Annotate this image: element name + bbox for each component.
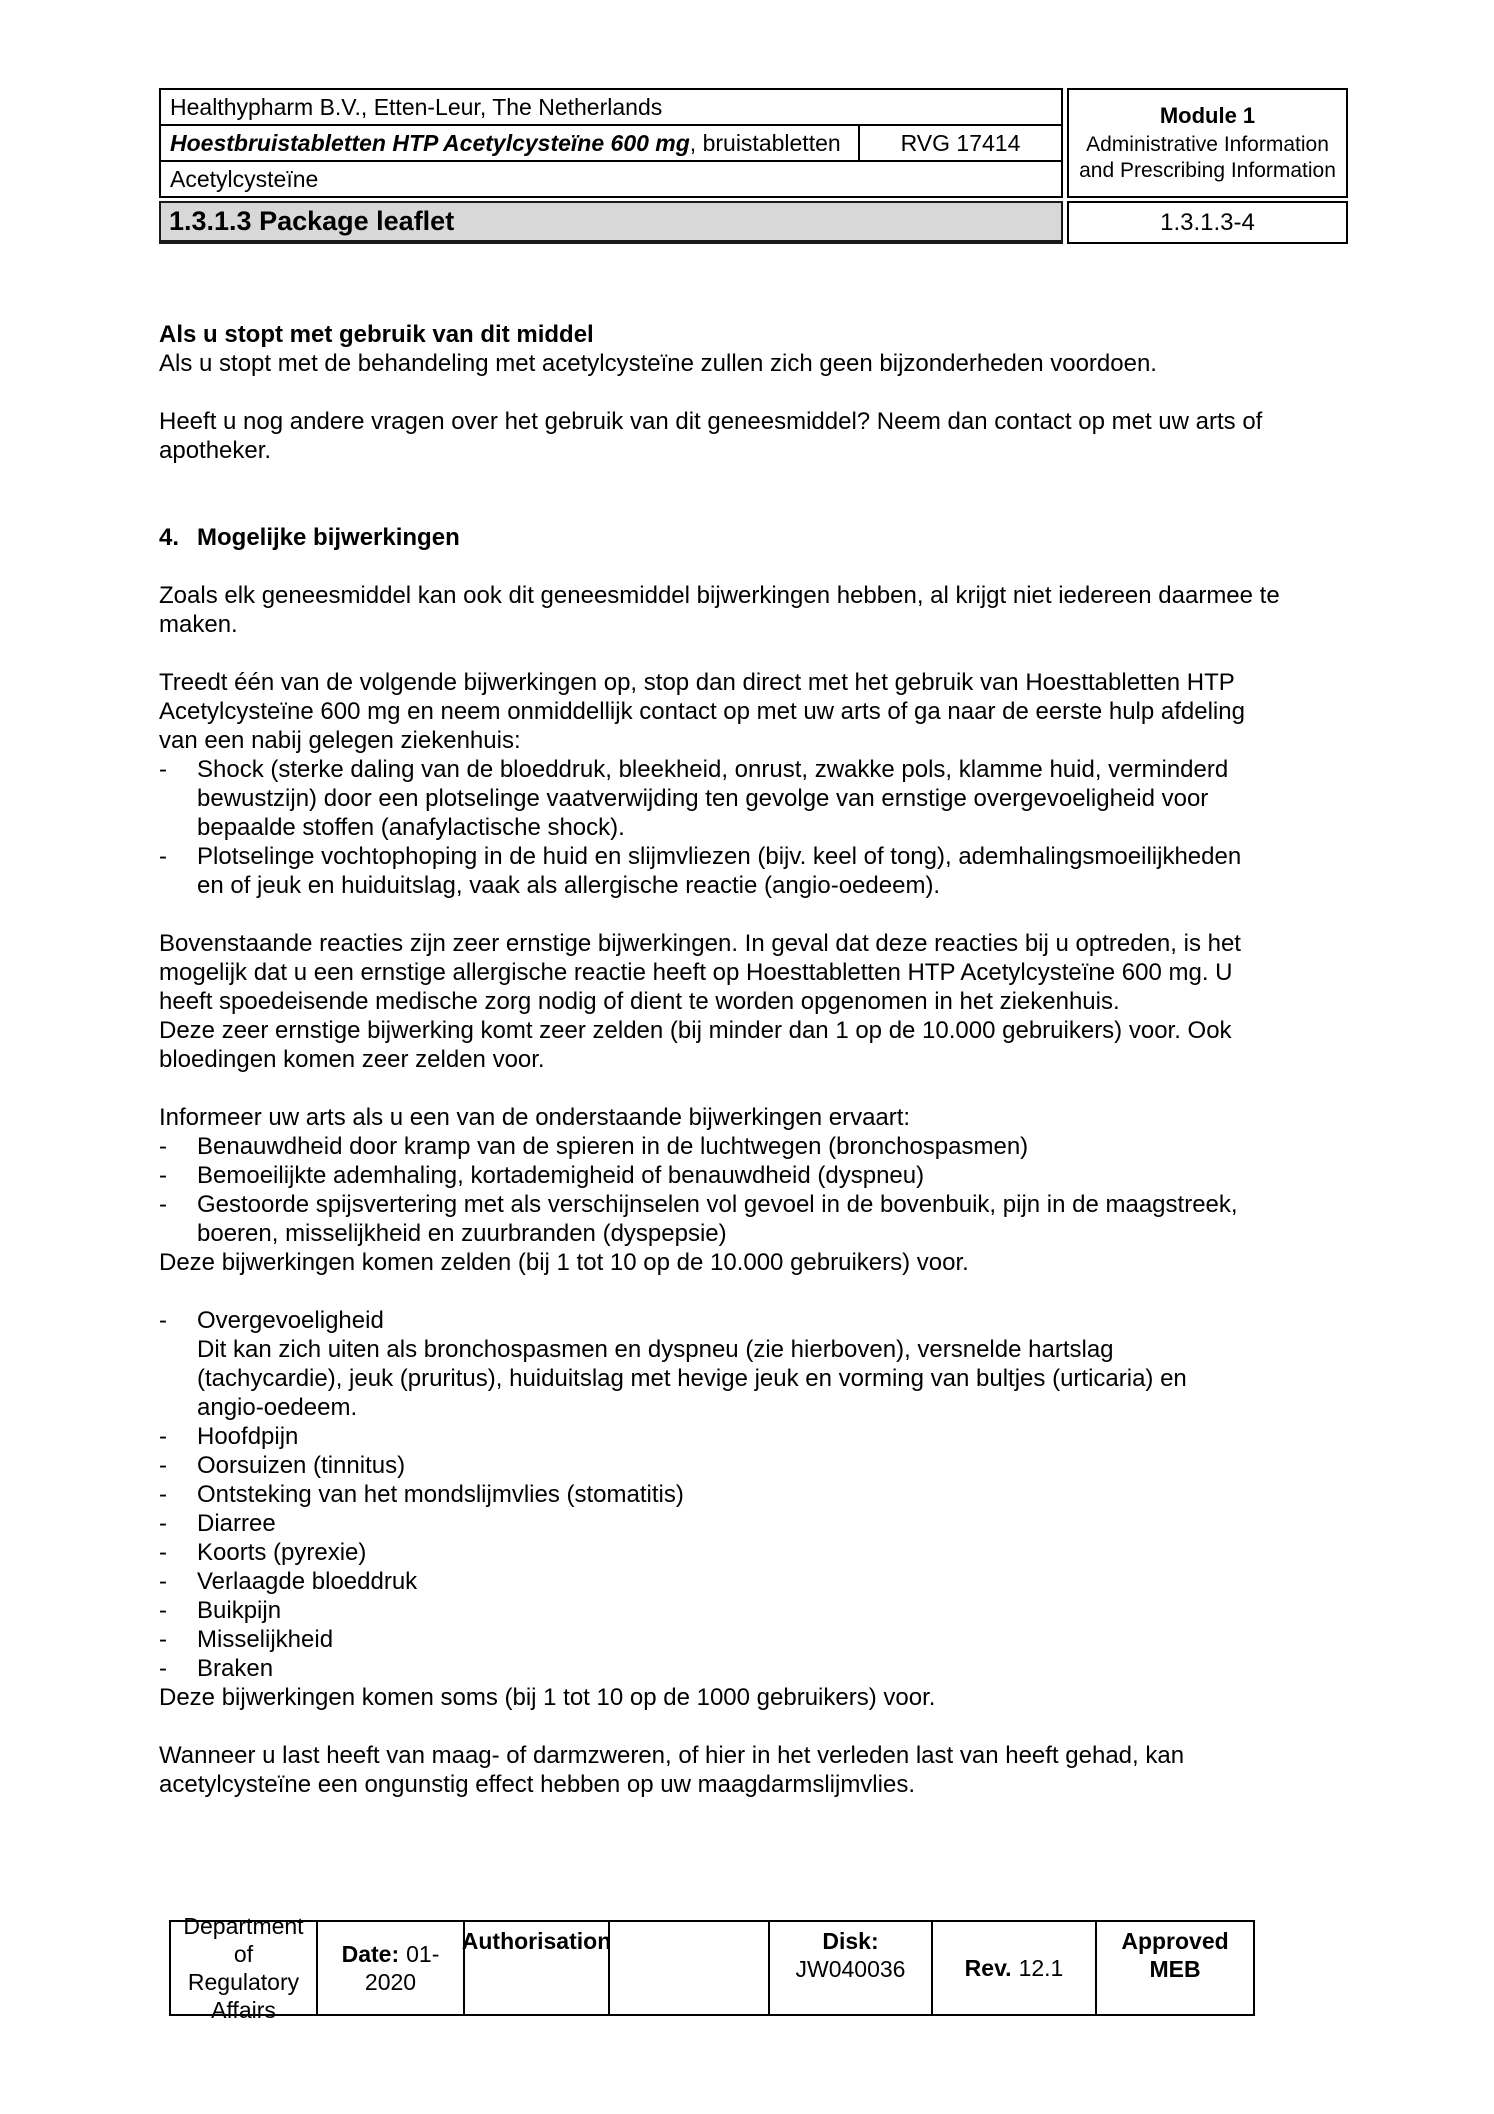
date-value: 01-2020 <box>364 1941 440 1995</box>
text-line: Bemoeilijkte ademhaling, kortademigheid of benauwdheid (dyspneu) <box>197 1162 925 1189</box>
text-line: Regulatory Affairs <box>187 1969 300 2023</box>
footer-revision <box>965 1954 1064 1982</box>
text-line: Zoals elk geneesmiddel kan ook dit geneesmiddel bijwerkingen hebben, al krijgt niet iedereen daarmee te <box>159 582 1280 609</box>
product-name-cell <box>161 130 858 157</box>
product-form: , bruistabletten <box>689 129 841 156</box>
rare-effects-frequency <box>159 1248 1357 1277</box>
text-line: Treedt één van de volgende bijwerkingen op, stop dan direct met het gebruik van Hoesttabletten HTP <box>159 669 1235 696</box>
text-line: Als u stopt met de behandeling met acetylcysteïne zullen zich geen bijzonderheden voordoen. <box>159 350 1157 377</box>
date-label: Date: <box>341 1941 400 1967</box>
header-info-table <box>159 88 1063 198</box>
text-line: angio-oedeem. <box>197 1394 358 1421</box>
informeer-intro <box>159 1103 1357 1132</box>
text-line: Plotselinge vochtophoping in de huid en slijmvliezen (bijv. keel of tong), ademhalingsmoeilijkheden <box>197 843 1242 870</box>
bullet-item <box>159 1161 1357 1190</box>
bullet-item <box>159 1654 1357 1683</box>
text-line: bewustzijn) door een plotselinge vaatverwijding ten gevolge van ernstige overgevoeligheid voor <box>197 785 1209 812</box>
questions-paragraph <box>159 407 1357 465</box>
bullet-item <box>159 1190 1357 1248</box>
bullet-item <box>159 755 1357 842</box>
wanneer-paragraph <box>159 1741 1357 1799</box>
text-line: boeren, misselijkheid en zuurbranden (dyspepsie) <box>197 1220 727 1247</box>
bullet-item <box>159 1451 1357 1480</box>
bullet-dash: - <box>159 1133 167 1160</box>
bovenstaande-paragraph <box>159 929 1357 1074</box>
bullet-item <box>159 842 1357 900</box>
bullet-item <box>159 1538 1357 1567</box>
footer-revision-cell <box>931 1922 1095 2014</box>
text-line: maken. <box>159 611 238 638</box>
document-footer-table <box>169 1913 1255 2023</box>
text-line: Hoofdpijn <box>197 1423 299 1450</box>
bullet-item <box>159 1422 1357 1451</box>
footer-signature-cell <box>608 1922 768 2014</box>
text-line: Ontsteking van het mondslijmvlies (stomatitis) <box>197 1481 684 1508</box>
text-line: Wanneer u last heeft van maag- of darmzweren, of hier in het verleden last van heeft gehad, kan <box>159 1742 1185 1769</box>
text-line: (tachycardie), jeuk (pruritus), huiduitslag met hevige jeuk en vorming van bultjes (urticaria) en <box>197 1365 1187 1392</box>
disk-value: JW040036 <box>795 1956 906 1982</box>
text-line: Shock (sterke daling van de bloeddruk, bleekheid, onrust, zwakke pols, klamme huid, verminderd <box>197 756 1229 783</box>
uncommon-effects-frequency <box>159 1683 1357 1712</box>
bullet-item <box>159 1480 1357 1509</box>
text-line: Department of <box>183 1913 304 1967</box>
section-4-number: 4. <box>159 524 180 551</box>
text-line: Verlaagde bloeddruk <box>197 1568 418 1595</box>
text-line: Oorsuizen (tinnitus) <box>197 1452 406 1479</box>
rev-label: Rev. <box>964 1955 1012 1981</box>
footer-department-cell <box>171 1913 316 2023</box>
bullet-dash: - <box>159 756 167 783</box>
text-line: Gestoorde spijsvertering met als verschijnselen vol gevoel in de bovenbuik, pijn in de maagstreek, <box>197 1191 1238 1218</box>
bullet-item <box>159 1509 1357 1538</box>
bullet-item <box>159 1596 1357 1625</box>
text-line: Benauwdheid door kramp van de spieren in de luchtwegen (bronchospasmen) <box>197 1133 1029 1160</box>
text-line: Deze bijwerkingen komen zelden (bij 1 tot 10 op de 10.000 gebruikers) voor. <box>159 1249 969 1276</box>
bullet-dash: - <box>159 1539 167 1566</box>
stop-section <box>159 320 1357 378</box>
active-substance: Acetylcysteïne <box>170 165 319 192</box>
zoals-paragraph <box>159 581 1357 639</box>
module-subtitle-line2: and Prescribing Information <box>1079 158 1336 182</box>
bullet-dash: - <box>159 1191 167 1218</box>
footer-disk-cell <box>768 1922 931 2014</box>
bullet-dash: - <box>159 1510 167 1537</box>
text-line: acetylcysteïne een ongunstig effect hebben op uw maagdarmslijmvlies. <box>159 1771 915 1798</box>
text-line: bloedingen komen zeer zelden voor. <box>159 1046 545 1073</box>
bullet-dash: - <box>159 1481 167 1508</box>
text-line: Heeft u nog andere vragen over het gebruik van dit geneesmiddel? Neem dan contact op met uw arts of <box>159 408 1263 435</box>
text-line: Buikpijn <box>197 1597 282 1624</box>
section-4-title: Mogelijke bijwerkingen <box>197 524 460 551</box>
bullet-dash: - <box>159 1626 167 1653</box>
section-4-heading <box>159 523 1357 552</box>
rev-value: 12.1 <box>1018 1955 1064 1981</box>
footer-date-cell <box>316 1922 463 2014</box>
treedt-paragraph <box>159 668 1357 755</box>
text-line: Dit kan zich uiten als bronchospasmen en dyspneu (zie hierboven), versnelde hartslag <box>197 1336 1114 1363</box>
disk-label: Disk: <box>822 1928 879 1954</box>
text-line: van een nabij gelegen ziekenhuis: <box>159 727 521 754</box>
leaflet-body <box>159 320 1357 1799</box>
bullet-dash: - <box>159 1597 167 1624</box>
text-line: Koorts (pyrexie) <box>197 1539 367 1566</box>
bullet-dash: - <box>159 1162 167 1189</box>
section-page-number: 1.3.1.3-4 <box>1067 201 1348 244</box>
stop-heading: Als u stopt met gebruik van dit middel <box>159 321 594 348</box>
serious-effects-list <box>159 755 1357 900</box>
bullet-dash: - <box>159 1452 167 1479</box>
bullet-dash: - <box>159 843 167 870</box>
section-title-bar: 1.3.1.3 Package leaflet <box>159 201 1063 244</box>
bullet-dash: - <box>159 1423 167 1450</box>
text-line: Acetylcysteïne 600 mg en neem onmiddellijk contact op met uw arts of ga naar de eerste hulp afdeling <box>159 698 1245 725</box>
module-box <box>1067 88 1348 198</box>
text-line: Bovenstaande reacties zijn zeer ernstige bijwerkingen. In geval dat deze reacties bij u optreden, is het <box>159 930 1241 957</box>
bullet-item <box>159 1132 1357 1161</box>
rvg-number-cell: RVG 17414 <box>858 126 1061 160</box>
stop-paragraph <box>159 349 1357 378</box>
header-company-row <box>161 90 1061 124</box>
bullet-dash: - <box>159 1568 167 1595</box>
text-line: Overgevoeligheid <box>197 1307 384 1334</box>
bullet-item <box>159 1306 1357 1422</box>
text-line: Informeer uw arts als u een van de onderstaande bijwerkingen ervaart: <box>159 1104 911 1131</box>
company-name: Healthypharm B.V., Etten-Leur, The Netherlands <box>170 93 663 120</box>
product-name: Hoestbruistabletten HTP Acetylcysteïne 600 mg <box>170 129 690 156</box>
rare-effects-list <box>159 1132 1357 1248</box>
module-subtitle-line1: Administrative Information <box>1086 132 1329 156</box>
module-title: Module 1 <box>1159 102 1256 128</box>
text-line: Misselijkheid <box>197 1626 334 1653</box>
bullet-dash: - <box>159 1655 167 1682</box>
header-product-row <box>161 124 1061 160</box>
text-line: Diarree <box>197 1510 276 1537</box>
text-line: en of jeuk en huiduitslag, vaak als allergische reactie (angio-oedeem). <box>197 872 941 899</box>
bullet-item <box>159 1567 1357 1596</box>
footer-authorisation-cell: Authorisation <box>463 1922 608 2014</box>
uncommon-effects-list <box>159 1306 1357 1683</box>
text-line: Deze bijwerkingen komen soms (bij 1 tot 10 op de 1000 gebruikers) voor. <box>159 1684 936 1711</box>
text-line: mogelijk dat u een ernstige allergische reactie heeft op Hoesttabletten HTP Acetylcysteïne 600 mg. U <box>159 959 1233 986</box>
footer-date <box>318 1940 463 1996</box>
text-line: apotheker. <box>159 437 272 464</box>
text-line: heeft spoedeisende medische zorg nodig of dient te worden opgenomen in het ziekenhuis. <box>159 988 1120 1015</box>
text-line: bepaalde stoffen (anafylactische shock). <box>197 814 625 841</box>
bullet-item <box>159 1625 1357 1654</box>
text-line: Braken <box>197 1655 274 1682</box>
header-substance-row <box>161 160 1061 196</box>
footer-approved-cell: Approved MEB <box>1095 1922 1253 2014</box>
text-line: Deze zeer ernstige bijwerking komt zeer zelden (bij minder dan 1 op de 10.000 gebruikers) voor. Ook <box>159 1017 1232 1044</box>
bullet-dash: - <box>159 1307 167 1334</box>
